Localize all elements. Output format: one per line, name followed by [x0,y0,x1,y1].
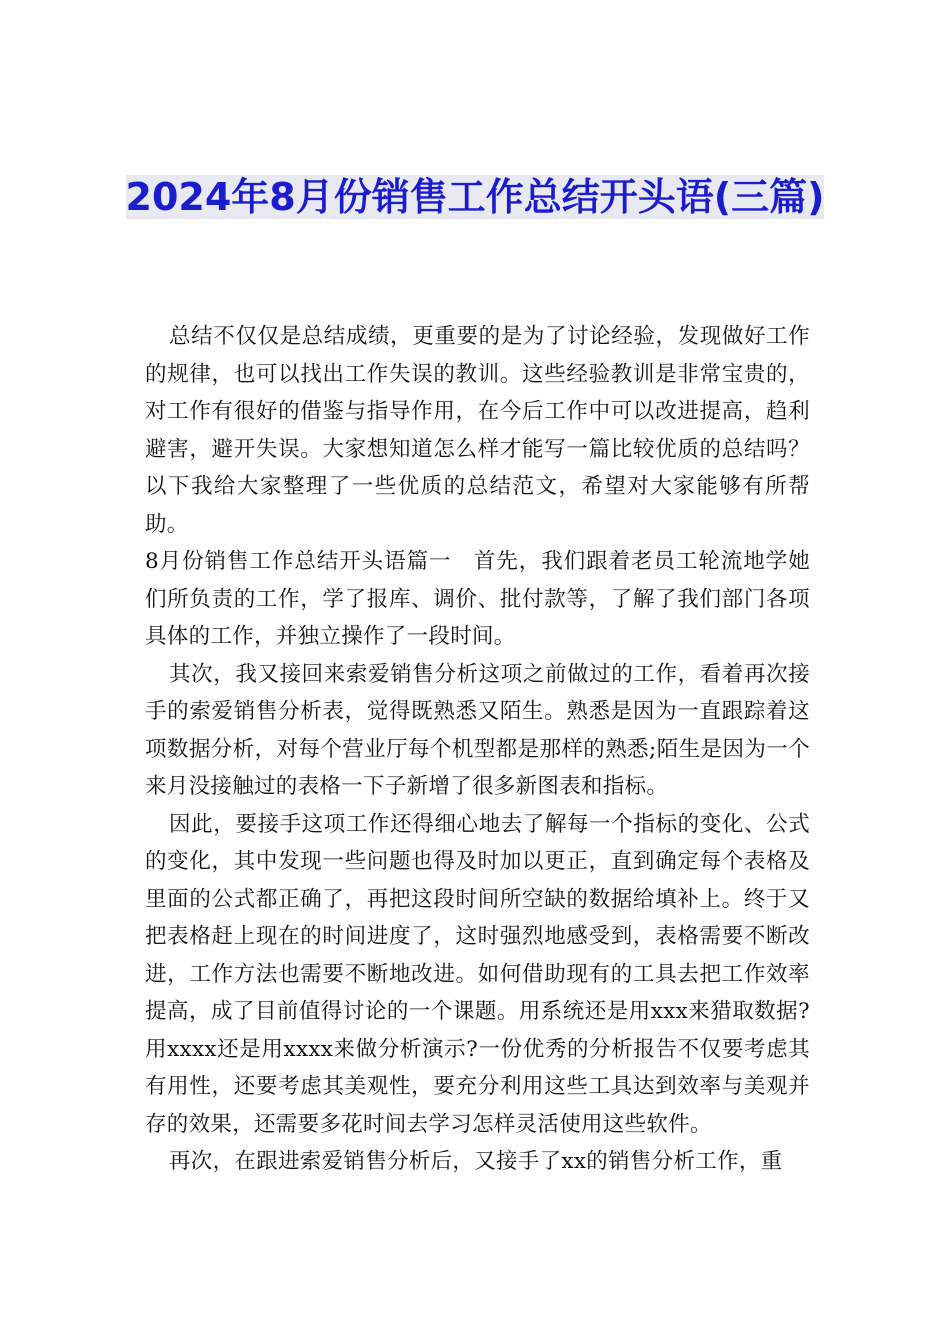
paragraph-intro: 总结不仅仅是总结成绩，更重要的是为了讨论经验，发现做好工作的规律，也可以找出工作失误的教训。这些经验教训是非常宝贵的，对工作有很好的借鉴与指导作用，在今后工作中可以改进提高，趋利避害，避开失误。大家想知道怎么样才能写一篇比较优质的总结吗？以下我给大家整理了一些优质的总结范文，希望对大家能够有所帮助。 [145,324,810,537]
document-title [120,172,830,222]
paragraph-section-one: 8月份销售工作总结开头语篇一 首先，我们跟着老员工轮流地学她们所负责的工作，学了报库、调价、批付款等，了解了我们部门各项具体的工作，并独立操作了一段时间。 [145,549,810,649]
paragraph-third: 因此，要接手这项工作还得细心地去了解每一个指标的变化、公式的变化，其中发现一些问题也得及时加以更正，直到确定每个表格及里面的公式都正确了，再把这段时间所空缺的数据给填补上。终于又把表格赶上现在的时间进度了，这时强烈地感受到，表格需要不断改进，工作方法也需要不断地改进。如何借助现有的工具去把工作效率提高，成了目前值得讨论的一个课题。用系统还是用xxx来猎取数据?用xxxx还是用xxxx来做分析演示?一份优秀的分析报告不仅要考虑其有用性，还要考虑其美观性，要充分利用这些工具达到效率与美观并存的效果，还需要多花时间去学习怎样灵活使用这些软件。 [145,811,810,1137]
paragraph-second: 其次，我又接回来索爱销售分析这项之前做过的工作，看着再次接手的索爱销售分析表，觉得既熟悉又陌生。熟悉是因为一直跟踪着这项数据分析，对每个营业厅每个机型都是那样的熟悉;陌生是因为一个来月没接触过的表格一下子新增了很多新图表和指标。 [145,661,810,799]
document-title-text: 2024年8月份销售工作总结开头语(三篇) [125,175,825,219]
paragraph-fourth: 再次，在跟进索爱销售分析后，又接手了xx的销售分析工作，重 [169,1149,783,1174]
document-body [145,318,810,1181]
